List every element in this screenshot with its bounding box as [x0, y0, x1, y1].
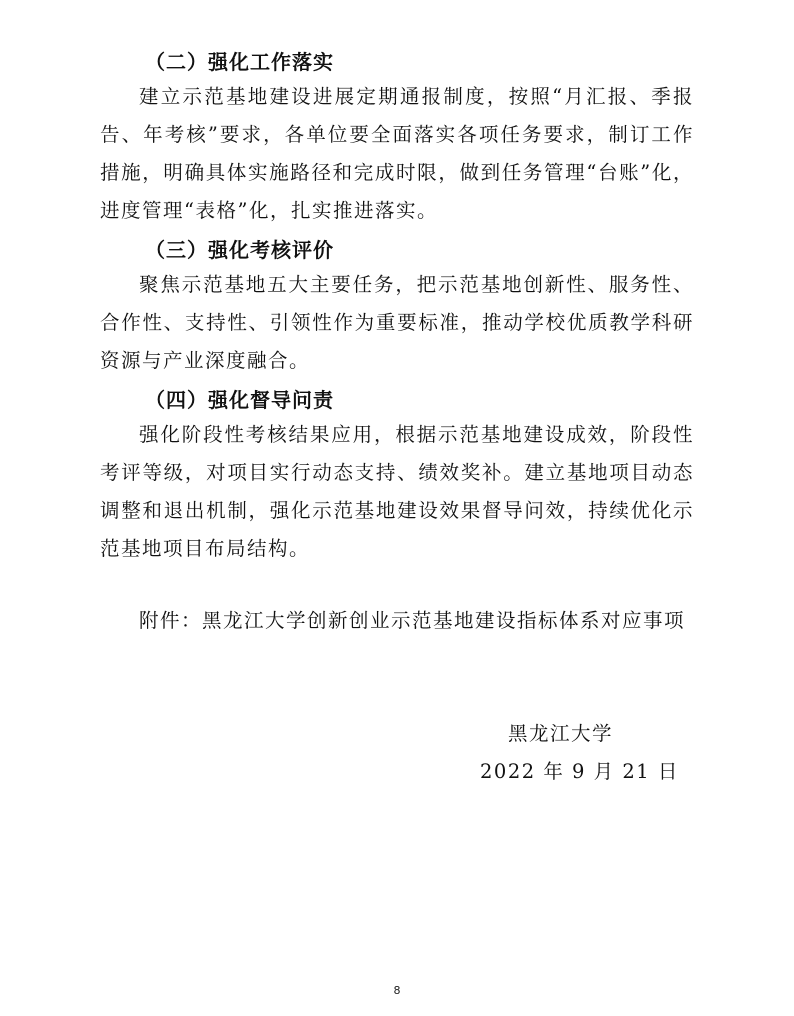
signature-date: 2022 年 9 月 21 日	[480, 760, 679, 783]
section-body-2: 建立示范基地建设进展定期通报制度，按照“月汇报、季报告、年考核”要求，各单位要全面落实各项任务要求，制订工作措施，明确具体实施路径和完成时限，做到任务管理“台账”化，进度管理“表格”化，扎实推进落实。	[100, 85, 694, 222]
attachment-note: 附件：黑龙江大学创新创业示范基地建设指标体系对应事项	[139, 609, 686, 632]
page-number: 8	[393, 984, 401, 997]
section-heading-4: （四）强化督导问责	[145, 388, 334, 412]
section-body-4: 强化阶段性考核结果应用，根据示范基地建设成效，阶段性考评等级，对项目实行动态支持、绩效奖补。建立基地项目动态调整和退出机制，强化示范基地建设效果督导问效，持续优化示范基地项目布局结构。	[100, 423, 694, 560]
section-body-3: 聚焦示范基地五大主要任务，把示范基地创新性、服务性、合作性、支持性、引领性作为重要标准，推动学校优质教学科研资源与产业深度融合。	[100, 273, 694, 372]
section-heading-3: （三）强化考核评价	[145, 238, 334, 262]
signature-org: 黑龙江大学	[508, 722, 614, 745]
section-heading-2: （二）强化工作落实	[145, 50, 334, 74]
